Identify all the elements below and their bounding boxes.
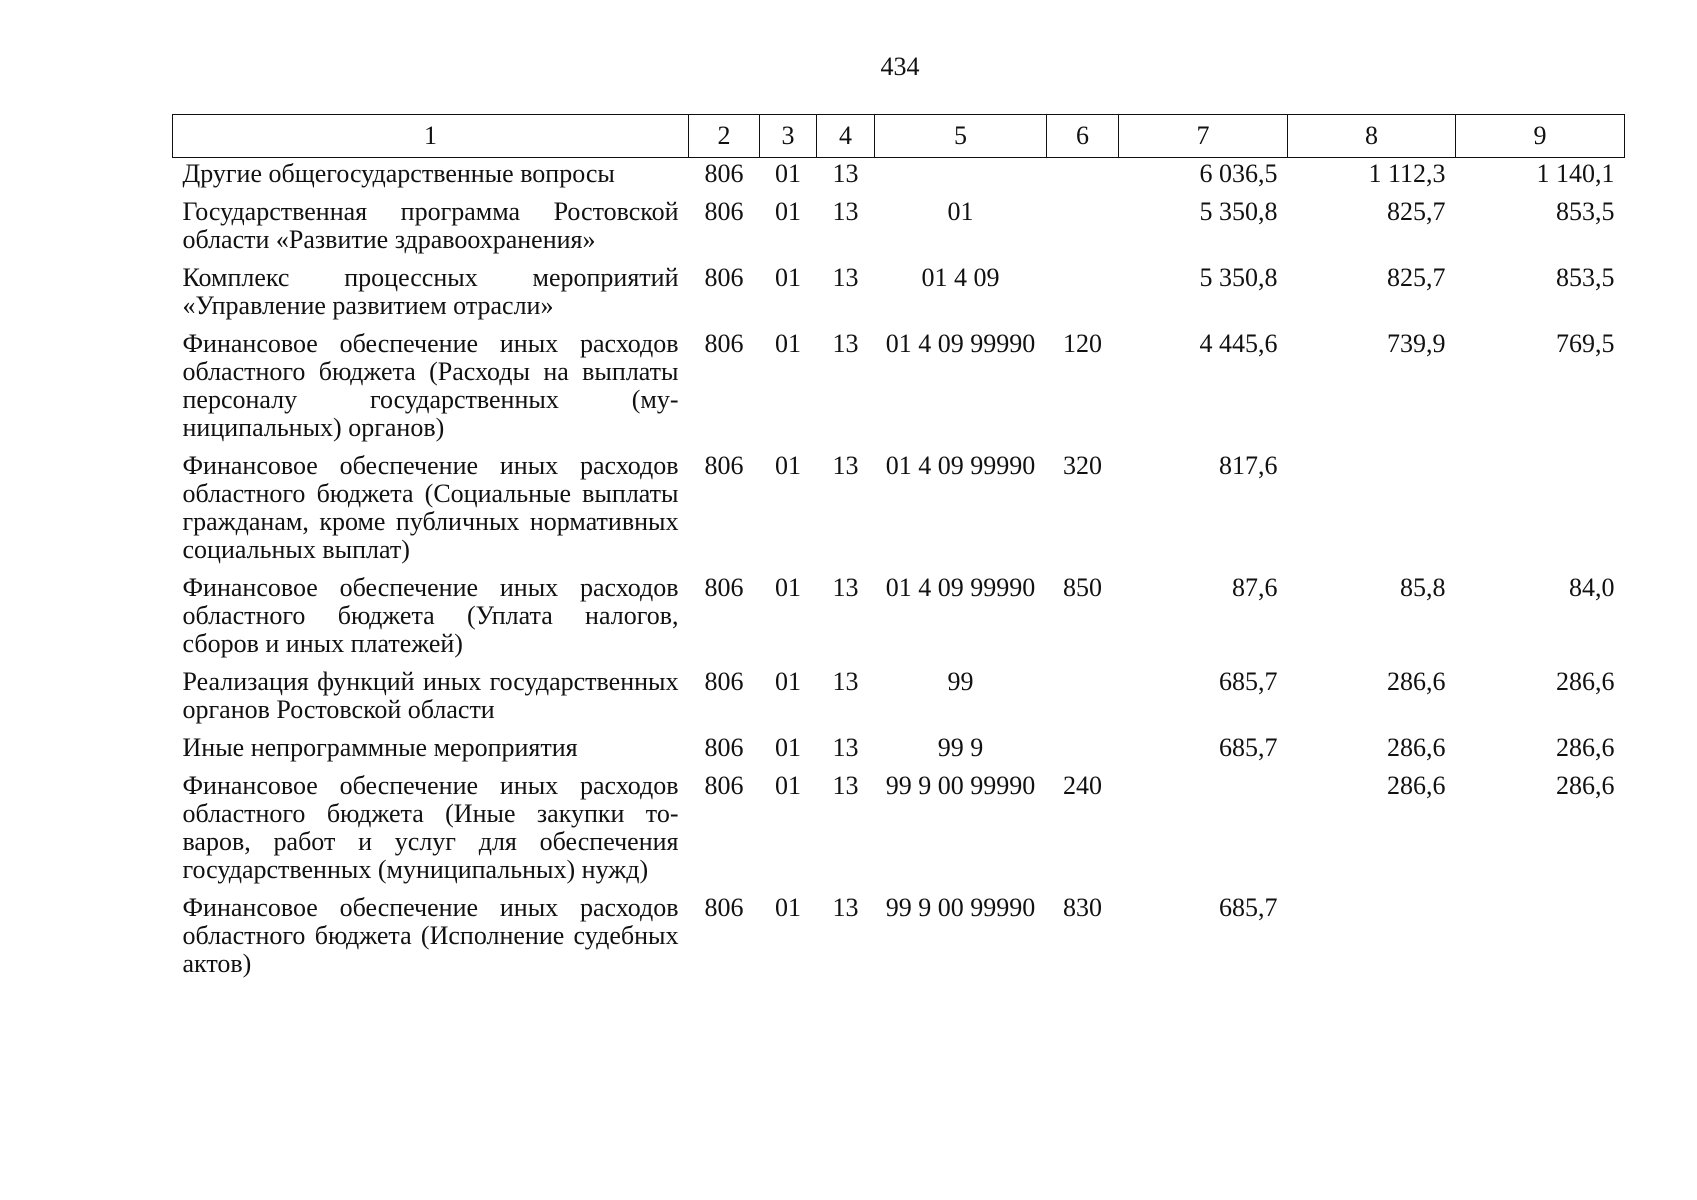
cell-col-9: 286,6	[1556, 733, 1615, 762]
header-col-2: 2	[689, 115, 760, 158]
cell-col-3: 01	[775, 451, 801, 480]
cell-col-7: 685,7	[1219, 893, 1278, 922]
cell-col-2: 806	[704, 197, 744, 226]
table-header	[173, 115, 1625, 158]
table-row	[173, 668, 1625, 734]
cell-col-3: 01	[775, 771, 801, 800]
cell-col-7: 5 350,8	[1199, 263, 1278, 292]
cell-col-6	[1047, 158, 1119, 199]
cell-col-2: 806	[704, 329, 744, 358]
cell-col-2: 806	[704, 893, 744, 922]
cell-col-6	[1047, 734, 1119, 772]
cell-name: Финансовое обеспечение иных расходов областного бюджета (Социальные выплаты гражданам, кроме публичных нормативных социальных выплат)	[182, 451, 679, 564]
cell-col-6	[1047, 668, 1119, 734]
cell-col-2: 806	[704, 451, 744, 480]
cell-col-3: 01	[775, 329, 801, 358]
cell-col-9: 286,6	[1556, 771, 1615, 800]
cell-col-9: 286,6	[1556, 667, 1615, 696]
cell-name: Реализация функций иных государственных органов Ростовской области	[182, 667, 679, 724]
cell-col-7: 5 350,8	[1199, 197, 1278, 226]
cell-col-9: 84,0	[1569, 573, 1615, 602]
cell-col-4: 13	[832, 771, 859, 800]
cell-col-9	[1456, 452, 1625, 574]
cell-col-2: 806	[704, 771, 744, 800]
cell-col-8: 1 112,3	[1368, 159, 1446, 188]
cell-col-8: 85,8	[1400, 573, 1446, 602]
cell-col-4: 13	[832, 451, 859, 480]
cell-col-4: 13	[832, 159, 859, 188]
header-col-7: 7	[1119, 115, 1288, 158]
cell-col-2: 806	[704, 573, 744, 602]
budget-table	[172, 114, 1625, 988]
header-col-3: 3	[760, 115, 817, 158]
cell-col-5: 01 4 09	[921, 263, 1000, 292]
table-row	[173, 452, 1625, 574]
cell-name: Финансовое обеспечение иных расходов областного бюджета (Уплата налогов, сборов и иных платежей)	[182, 573, 679, 658]
cell-name: Иные непрограммные мероприятия	[182, 733, 578, 762]
cell-col-3: 01	[775, 667, 801, 696]
cell-col-6: 850	[1063, 573, 1102, 602]
cell-col-9: 1 140,1	[1536, 159, 1615, 188]
cell-col-5: 99 9 00 99990	[885, 771, 1036, 800]
cell-col-3: 01	[775, 263, 801, 292]
cell-col-4: 13	[832, 667, 859, 696]
cell-col-2: 806	[704, 667, 744, 696]
cell-col-4: 13	[832, 573, 859, 602]
cell-col-6	[1047, 198, 1119, 264]
cell-col-9: 853,5	[1556, 263, 1615, 292]
cell-col-4: 13	[832, 263, 859, 292]
cell-col-8: 739,9	[1387, 329, 1446, 358]
cell-col-8	[1288, 894, 1456, 988]
table-row	[173, 734, 1625, 772]
cell-col-8: 286,6	[1387, 771, 1446, 800]
page-number: 434	[880, 52, 920, 81]
cell-name: Финансовое обеспечение иных расходов областного бюджета (Исполнение судебных актов)	[182, 893, 679, 978]
table-row	[173, 772, 1625, 894]
cell-col-2: 806	[704, 263, 744, 292]
header-col-9: 9	[1456, 115, 1625, 158]
cell-col-3: 01	[775, 573, 801, 602]
table-body	[173, 158, 1625, 989]
cell-col-6: 240	[1063, 771, 1102, 800]
cell-col-8: 825,7	[1387, 197, 1446, 226]
cell-name: Финансовое обеспечение иных расходов областного бюджета (Иные закупки товаров, работ и услуг для обеспечения государственных (муниципальных) нужд)	[182, 771, 679, 884]
cell-col-6: 120	[1063, 329, 1102, 358]
table-row	[173, 264, 1625, 330]
cell-col-5: 01 4 09 99990	[885, 329, 1036, 358]
cell-col-7: 87,6	[1232, 573, 1278, 602]
cell-col-5: 01 4 09 99990	[885, 451, 1036, 480]
cell-col-5: 99 9 00 99990	[885, 893, 1036, 922]
cell-col-4: 13	[832, 893, 859, 922]
cell-col-4: 13	[832, 733, 859, 762]
header-col-8: 8	[1288, 115, 1456, 158]
table-row	[173, 198, 1625, 264]
cell-col-7: 4 445,6	[1199, 329, 1278, 358]
cell-col-3: 01	[775, 197, 801, 226]
cell-col-5: 01 4 09 99990	[885, 573, 1036, 602]
header-col-4: 4	[817, 115, 875, 158]
cell-col-5: 99	[947, 667, 974, 696]
cell-col-5	[875, 158, 1047, 199]
cell-col-5: 01	[947, 197, 974, 226]
cell-col-6: 320	[1063, 451, 1102, 480]
table-row	[173, 330, 1625, 452]
cell-col-9: 853,5	[1556, 197, 1615, 226]
header-col-6: 6	[1047, 115, 1119, 158]
cell-col-6	[1047, 264, 1119, 330]
cell-col-2: 806	[704, 733, 744, 762]
cell-col-2: 806	[704, 159, 744, 188]
cell-name: Финансовое обеспечение иных расходов областного бюджета (Расходы на выплаты персоналу государственных (муниципальных) органов)	[182, 329, 679, 442]
cell-col-7: 685,7	[1219, 733, 1278, 762]
header-row	[173, 115, 1625, 158]
table-row	[173, 158, 1625, 199]
cell-col-3: 01	[775, 733, 801, 762]
cell-col-9	[1456, 894, 1625, 988]
cell-col-4: 13	[832, 197, 859, 226]
cell-col-9: 769,5	[1556, 329, 1615, 358]
table-row	[173, 574, 1625, 668]
header-col-5: 5	[875, 115, 1047, 158]
table-row	[173, 894, 1625, 988]
cell-name: Другие общегосударственные вопросы	[182, 159, 615, 188]
header-col-1: 1	[173, 115, 689, 158]
cell-col-8: 286,6	[1387, 733, 1446, 762]
cell-col-7: 6 036,5	[1199, 159, 1278, 188]
cell-col-3: 01	[775, 893, 801, 922]
cell-col-7	[1119, 772, 1288, 894]
cell-col-8: 825,7	[1387, 263, 1446, 292]
cell-col-8	[1288, 452, 1456, 574]
cell-name: Государственная программа Ростовской области «Развитие здравоохранения»	[182, 197, 679, 254]
cell-col-4: 13	[832, 329, 859, 358]
cell-col-6: 830	[1063, 893, 1102, 922]
cell-col-5: 99 9	[937, 733, 984, 762]
cell-col-7: 817,6	[1219, 451, 1278, 480]
cell-name: Комплекс процессных мероприятий «Управление развитием отрасли»	[182, 263, 679, 320]
cell-col-7: 685,7	[1219, 667, 1278, 696]
cell-col-8: 286,6	[1387, 667, 1446, 696]
cell-col-3: 01	[775, 159, 801, 188]
